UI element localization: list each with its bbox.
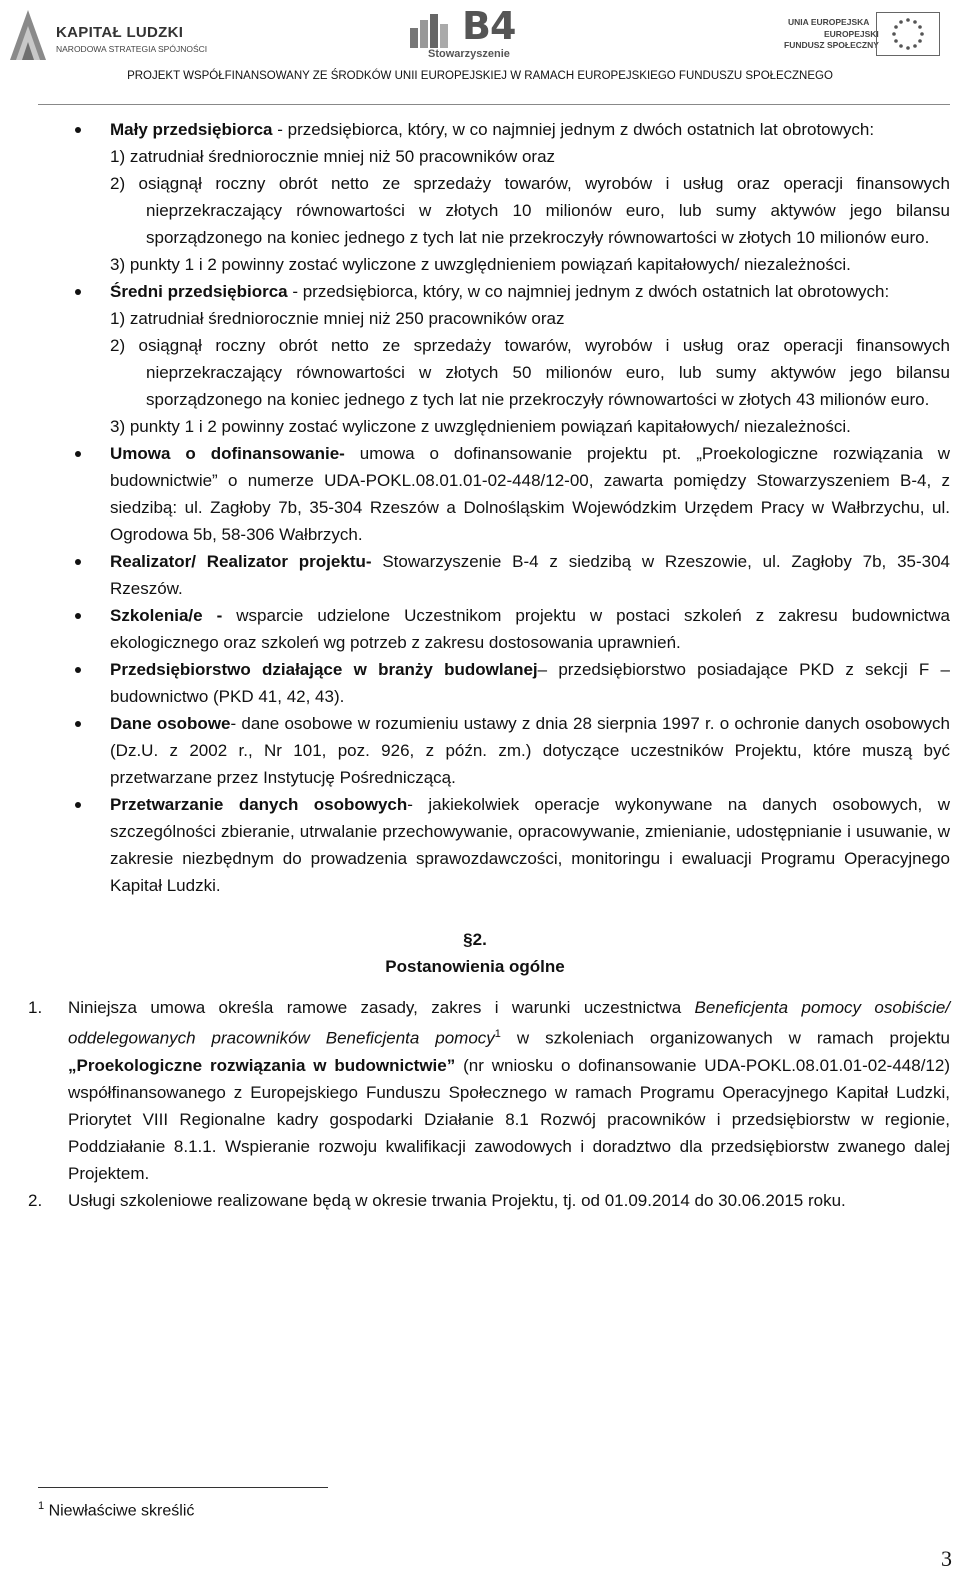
beneficjent-italic: Beneficjenta pomocy osobiście/ oddelegowanych pracowników Beneficjenta pomocy (68, 998, 950, 1048)
footnote (38, 1500, 194, 1520)
page-header (0, 0, 960, 108)
kapital-ludzki-emblem-icon (6, 6, 50, 64)
definition-subitem: 1) zatrudniał średniorocznie mniej niż 250 pracowników oraz (110, 309, 565, 328)
bullet-icon (75, 289, 81, 295)
definition-term: Umowa o dofinansowanie- (110, 444, 345, 463)
page-number: 3 (941, 1546, 952, 1571)
definition-subitem: 3) punkty 1 i 2 powinny zostać wyliczone z uwzględnieniem powiązań kapitałowych/ niezależności. (110, 417, 851, 436)
footnote-divider (38, 1487, 328, 1488)
definition-umowa (70, 440, 950, 548)
document-body (28, 116, 951, 1214)
definition-text: – przedsiębiorstwo posiadające PKD z sekcji F – budownictwo (PKD 41, 42, 43). (110, 660, 950, 706)
point-number: 1. (28, 998, 43, 1017)
definition-term: Mały przedsiębiorca (110, 120, 273, 139)
definition-subitem: 2) osiągnął roczny obrót netto ze sprzedaży towarów, wyrobów i usług oraz operacji finansowych nieprzekraczający równowartości w złotych 10 milionów euro, lub sumy aktywów jego bilansu sporządzonego na koniec jednego z tych lat nie przekroczyły równowartości w złotych 10 milionów euro. (110, 174, 950, 247)
project-name: „Proekologiczne rozwiązania w budownictwie” (68, 1055, 456, 1075)
header-divider (38, 104, 950, 105)
definition-subitem: 2) osiągnął roczny obrót netto ze sprzedaży towarów, wyrobów i usług oraz operacji finansowych nieprzekraczający równowartości w złotych 50 milionów euro, lub sumy aktywów jego bilansu sporządzonego na koniec jednego z tych lat nie przekroczyły równowartości w złotych 43 milionów euro. (110, 336, 950, 409)
definition-text: - przedsiębiorca, który, w co najmniej jednym z dwóch ostatnich lat obrotowych: (272, 120, 875, 139)
bullet-icon (75, 127, 81, 133)
definition-maly-przedsiebiorca (70, 116, 950, 278)
numbered-point-2: 2. Usługi szkoleniowe realizowane będą w okresie trwania Projektu, tj. od 01.09.2014 do 30.06.2015 roku. (28, 1187, 950, 1214)
eu-flag-icon (876, 12, 940, 56)
bullet-icon (75, 667, 81, 673)
eu-line-3: FUNDUSZ SPOŁECZNY (784, 40, 879, 50)
b4-title: B4 (462, 4, 516, 48)
bullet-icon (75, 802, 81, 808)
bullet-icon (75, 451, 81, 457)
project-cofinancing-line: PROJEKT WSPÓŁFINANSOWANY ZE ŚRODKÓW UNII EUROPEJSKIEJ W RAMACH EUROPEJSKIEGO FUNDUSZU SPOŁECZNEGO (127, 70, 833, 82)
bullet-icon (75, 559, 81, 565)
kapital-ludzki-title: KAPITAŁ LUDZKI (56, 24, 184, 41)
definition-dane-osobowe (70, 710, 950, 791)
definition-subitem: 1) zatrudniał średniorocznie mniej niż 50 pracowników oraz (110, 147, 556, 166)
definition-sredni-przedsiebiorca (70, 278, 950, 440)
definition-subitem: 3) punkty 1 i 2 powinny zostać wyliczone z uwzględnieniem powiązań kapitałowych/ niezależności. (110, 255, 851, 274)
eu-line-1: UNIA EUROPEJSKA (788, 17, 870, 27)
definition-realizator (70, 548, 950, 602)
definition-text: - dane osobowe w rozumieniu ustawy z dnia 28 sierpnia 1997 r. o ochronie danych osobowych (Dz.U. z 2002 r., Nr 101, poz. 926, z późn. zm.) dotyczące uczestników Projektu, które muszą być przetwarzane przez Instytucję Pośredniczącą. (110, 714, 951, 787)
b4-subtitle: Stowarzyszenie (428, 48, 510, 60)
eu-line-2: EUROPEJSKI (824, 29, 879, 39)
definition-text: - przedsiębiorca, który, w co najmniej jednym z dwóch ostatnich lat obrotowych: (287, 282, 890, 301)
definition-term: Przedsiębiorstwo działające w branży budowlanej (110, 660, 538, 679)
bullet-icon (75, 613, 81, 619)
kapital-ludzki-subtitle: NARODOWA STRATEGIA SPÓJNOŚCI (56, 44, 208, 54)
b4-bars-icon (408, 10, 460, 50)
definition-szkolenia (70, 602, 950, 656)
definition-term: Realizator/ Realizator projektu- (110, 552, 372, 571)
section-title: Postanowienia ogólne (385, 957, 565, 976)
kapital-ludzki-logo (6, 6, 206, 64)
definition-przedsiebiorstwo (70, 656, 950, 710)
definition-term: Szkolenia/e - (110, 606, 223, 625)
definition-text: umowa o dofinansowanie projektu pt. „Proekologiczne rozwiązania w budownictwie” o numerze UDA-POKL.08.01.01-02-448/12-00, zawarta pomiędzy Stowarzyszeniem B-4, z siedzibą: ul. Zagłoby 7b, 35-304 Rzeszów a Dolnośląskim Wojewódzkim Urzędem Pracy w Wałbrzychu, ul. Ogrodowa 5b, 58-306 Wałbrzych. (110, 444, 950, 544)
section-number: §2. (463, 930, 487, 949)
definition-term: Przetwarzanie danych osobowych (110, 795, 408, 814)
footnote-reference: 1 (494, 1028, 501, 1040)
definition-text: wsparcie udzielone Uczestnikom projektu w postaci szkoleń z zakresu budownictwa ekologicznego oraz szkoleń wg potrzeb z zakresu dostosowania uprawnień. (110, 606, 950, 652)
definition-text: - jakiekolwiek operacje wykonywane na danych osobowych, w szczególności zbieranie, utrwalanie przechowywanie, opracowywanie, zmienianie, udostępnianie i usuwanie, w zakresie niezbędnym do prowadzenia sprawozdawczości, monitoringu i ewaluacji Programu Operacyjnego Kapitał Ludzki. (110, 795, 950, 895)
definition-term: Średni przedsiębiorca (110, 282, 288, 301)
definition-przetwarzanie (70, 791, 950, 899)
definition-text: Stowarzyszenie B-4 z siedzibą w Rzeszowie, ul. Zagłoby 7b, 35-304 Rzeszów. (110, 552, 950, 598)
footnote-text: Niewłaściwe skreślić (44, 1502, 195, 1520)
bullet-icon (75, 721, 81, 727)
point-number: 2. (28, 1190, 43, 1210)
numbered-point-1: 1. Niniejsza umowa określa ramowe zasady, zakres i warunki uczestnictwa Beneficjenta pomocy osobiście/ oddelegowanych pracowników Beneficjenta pomocy$^1$ w szkoleniach organizowanych w ramach projektu „Proekologiczne rozwiązania w budownictwie” (nr wniosku o dofinansowanie UDA-POKL.08.01.01-02-448/12) współfinansowanego z Europejskiego Funduszu Społecznego w ramach Programu Operacyjnego Kapitał Ludzki, Priorytet VIII Regionalne kadry gospodarki Działanie 8.1 Rozwój pracowników i przedsiębiorstw w regionie, Poddziałanie 8.1.1. Wspieranie rozwoju kwalifikacji zawodowych i doradztwo dla przedsiębiorstw zwanego dalej Projektem. (28, 994, 950, 1187)
footnote-mark: 1 (38, 1500, 45, 1512)
eu-logo (778, 12, 944, 60)
definition-term: Dane osobowe (110, 714, 231, 733)
b4-logo (408, 4, 526, 62)
